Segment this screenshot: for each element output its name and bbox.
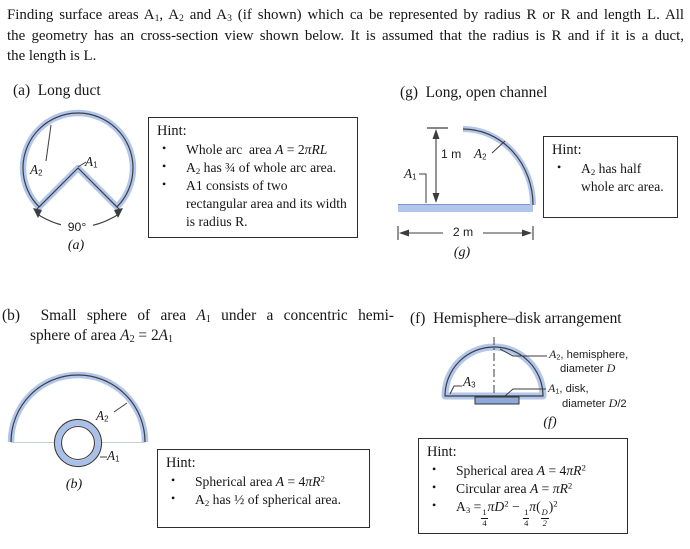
hint-box-a	[148, 117, 358, 238]
bullet-icon: •	[162, 158, 167, 173]
hint-b-bullet-1: • Spherical area $A = 4\pi R^2$	[166, 473, 361, 491]
bullet-icon: •	[432, 462, 437, 477]
hint-a-bullet-1: • Whole arc area A = 2πRL	[157, 141, 349, 159]
diagram-g-width-label: 2 m	[443, 225, 483, 239]
hint-box-g	[543, 136, 678, 218]
diagram-b-label-a1: $A_1$	[107, 448, 120, 464]
bullet-icon: •	[557, 160, 562, 175]
hint-a-bullet-3: • A1 consists of two rectangular area and its width is radius R.	[157, 177, 349, 231]
diagram-a-long-duct	[6, 104, 151, 260]
diagram-f-label-hemisphere-line2: diameter D	[560, 361, 616, 375]
height-arrow-up	[433, 129, 440, 139]
bullet-icon: •	[171, 473, 176, 488]
bullet-icon: •	[162, 141, 167, 156]
diagram-b-label-a2: $A_2$	[96, 408, 109, 424]
diagram-a-label-a2: $A_2$	[30, 162, 43, 178]
hint-b-bullet-2: • $A_2$ has ½ of spherical area.	[166, 491, 361, 509]
section-g-heading: (g) Long, open channel	[400, 84, 548, 101]
bullet-icon: •	[432, 497, 437, 512]
disk-edge	[475, 397, 519, 404]
hint-box-f	[418, 438, 628, 534]
a2-leader-line	[114, 403, 127, 412]
small-sphere-inner	[62, 427, 95, 460]
hint-f-title: Hint:	[427, 444, 457, 460]
channel-arc-band	[463, 129, 533, 205]
bullet-icon: •	[162, 176, 167, 191]
hint-f-bullet-3: • $A_3$ = $\frac{1}{4}$ $\pi D^2$ − $\frac{1}{4}$ π( $\frac{D}{2}$ )$^2$	[427, 498, 619, 528]
bullet-icon: •	[432, 479, 437, 494]
diagram-b-caption: (b)	[65, 477, 83, 492]
diagram-f-label-disk-line2: diameter D/2	[562, 396, 627, 410]
diagram-g-height-label: 1 m	[441, 147, 462, 161]
diagram-g-caption: (g)	[453, 245, 471, 260]
width-arrow-right	[522, 230, 532, 237]
diagram-g-label-a2: $A_2$	[474, 146, 487, 162]
intro-line-3: the length is L.	[7, 48, 97, 64]
diagram-f-caption: (f)	[543, 415, 557, 430]
diagram-f-label-hemisphere-line1: $A_2$, hemisphere,	[549, 347, 629, 362]
diagram-g-label-a1: $A_1$	[404, 166, 417, 182]
section-b-heading	[2, 306, 394, 346]
diagram-a-angle-label: 90°	[61, 220, 93, 234]
hint-f-bullet-2: • Circular area $A = \pi R^2$	[427, 480, 619, 498]
diagram-a-caption: (a)	[67, 238, 85, 253]
diagram-a-label-a1: $A_1$	[85, 154, 98, 170]
section-f-heading: (f) Hemisphere–disk arrangement	[410, 310, 622, 327]
height-arrow-down	[433, 193, 440, 203]
section-b-heading-line-1: (b) Small sphere of area $A_1$ under a concentric hemi-	[2, 307, 394, 326]
diagram-f-label-a3: $A_3$	[463, 374, 476, 390]
hint-f-bullet-1: • Spherical area $A = 4\pi R^2$	[427, 462, 619, 480]
bullet-icon: •	[171, 490, 176, 505]
a1-leader-line	[419, 174, 426, 203]
hint-a-title: Hint:	[157, 123, 187, 139]
intro-paragraph	[7, 5, 684, 67]
duct-band	[23, 113, 133, 207]
hint-g-title: Hint:	[552, 142, 582, 158]
intro-line-1: Finding surface areas $A_1$, $A_2$ and $A_3$ (if shown) which ca be represented by radius R or R and length L. All	[7, 7, 684, 25]
width-arrow-left	[399, 230, 409, 237]
diagram-f-label-disk-line1: $A_1$, disk,	[548, 381, 589, 396]
hint-b-title: Hint:	[166, 455, 196, 471]
hint-a-bullet-2: • $A_2$ has ¾ of whole arc area.	[157, 159, 349, 177]
hint-g-bullet-1: • $A_2$ has half whole arc area.	[552, 160, 669, 196]
section-a-heading: (a) Long duct	[13, 82, 101, 99]
hint-box-b	[157, 449, 370, 528]
intro-line-2: the geometry has an cross-section view shown below. It is assumed that the radius is R and if it is a duct,	[7, 27, 684, 44]
channel-floor	[398, 204, 533, 212]
section-b-heading-line-2: sphere of area $A_2 = 2A_1$	[30, 327, 174, 346]
